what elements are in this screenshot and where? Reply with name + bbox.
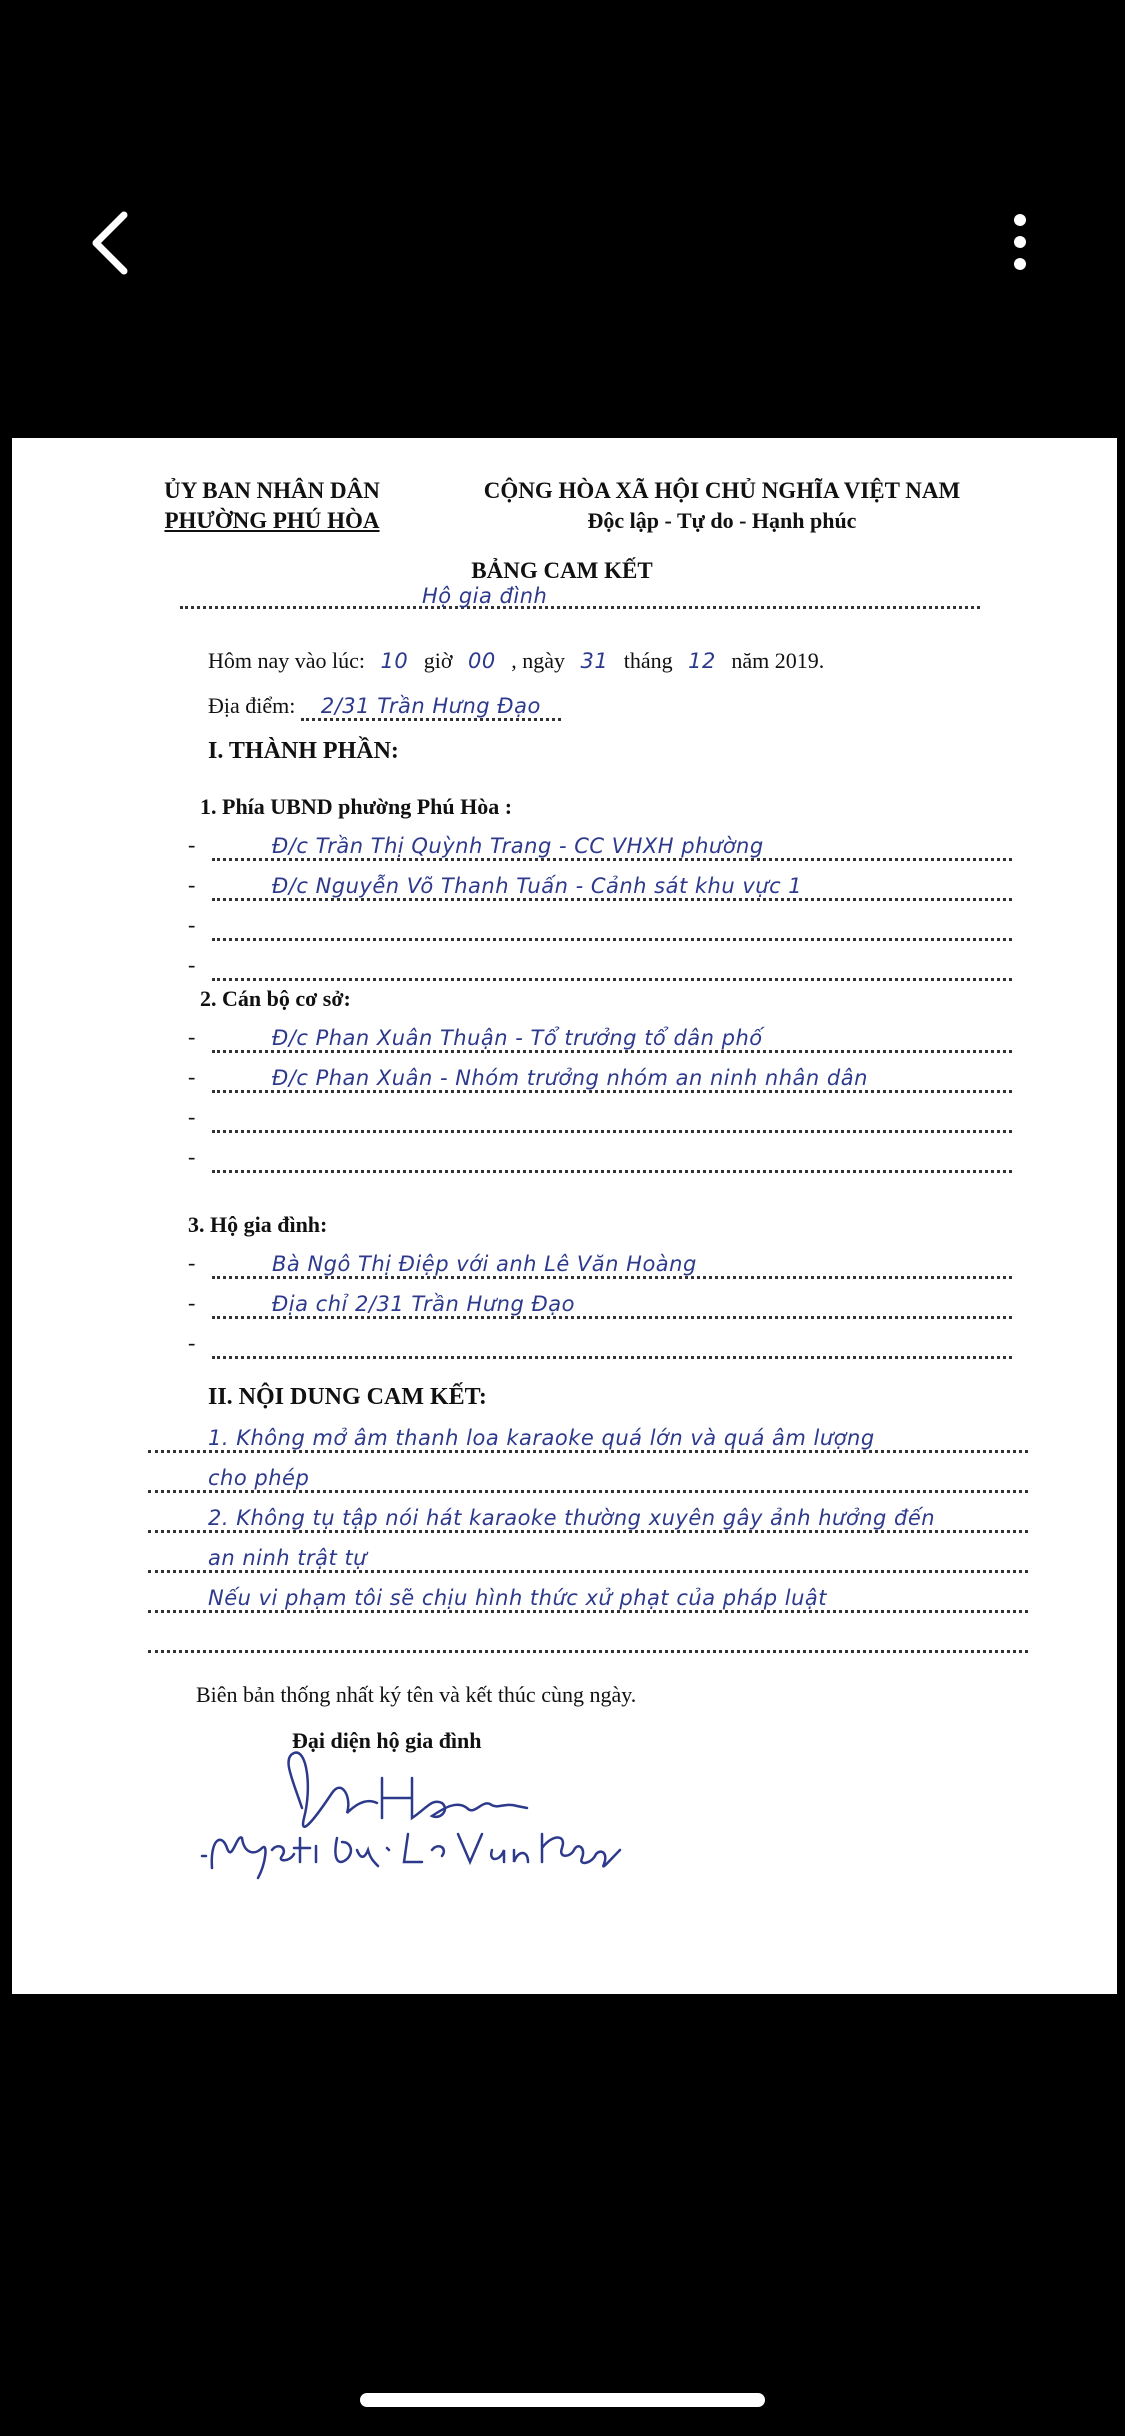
- part-3-row-entry: Địa chỉ 2/31 Trần Hưng Đạo: [272, 1292, 575, 1316]
- commitment-row-dotted-line: [148, 1450, 1028, 1453]
- part-1-row-dotted-line: [212, 898, 1012, 901]
- organization-heading: [142, 476, 402, 536]
- commitment-row-entry: cho phép: [208, 1466, 310, 1490]
- part-1-row-dotted-line: [212, 938, 1012, 941]
- commitment-row-entry: 2. Không tụ tập nói hát karaoke thường xuyên gây ảnh hưởng đến: [208, 1506, 936, 1530]
- commitment-row-dotted-line: [148, 1490, 1028, 1493]
- part-1-row-dash: -: [188, 952, 196, 977]
- part-2-row-dotted-line: [212, 1170, 1012, 1173]
- part-3-row-dash: -: [188, 1330, 196, 1355]
- nation-heading: [442, 476, 1002, 536]
- part-2-row-dash: -: [188, 1064, 196, 1089]
- place-line: Địa điểm: 2/31 Trần Hưng Đạo: [208, 693, 561, 719]
- section-2-heading: II. NỘI DUNG CAM KẾT:: [208, 1384, 487, 1410]
- part-2-row-dash: -: [188, 1024, 196, 1049]
- part-1-heading: 1. Phía UBND phường Phú Hòa :: [200, 794, 513, 819]
- app-top-bar: [0, 0, 1125, 440]
- org-line-1: ỦY BAN NHÂN DÂN: [164, 478, 380, 503]
- part-2-heading: 2. Cán bộ cơ sở:: [200, 986, 351, 1011]
- part-1-row-dotted-line: [212, 858, 1012, 861]
- commitment-row-dotted-line: [148, 1650, 1028, 1653]
- part-3-row-dotted-line: [212, 1356, 1012, 1359]
- handwritten-signature: [182, 1738, 642, 1888]
- document-image: [12, 438, 1117, 1994]
- closing-statement: Biên bản thống nhất ký tên và kết thúc cùng ngày.: [196, 1682, 637, 1707]
- part-3-row-entry: Bà Ngô Thị Điệp với anh Lê Văn Hoàng: [272, 1252, 697, 1276]
- commitment-row-dotted-line: [148, 1570, 1028, 1573]
- part-2-row-dotted-line: [212, 1090, 1012, 1093]
- part-3-row-dotted-line: [212, 1276, 1012, 1279]
- part-3-row-dash: -: [188, 1250, 196, 1275]
- part-1-row-dotted-line: [212, 978, 1012, 981]
- part-1-row-dash: -: [188, 832, 196, 857]
- part-1-row-dash: -: [188, 912, 196, 937]
- part-3-row-dotted-line: [212, 1316, 1012, 1319]
- org-line-2: PHƯỜNG PHÚ HÒA: [164, 508, 380, 533]
- commitment-row-entry: Nếu vi phạm tôi sẽ chịu hình thức xử phạt của pháp luật: [208, 1586, 827, 1610]
- part-1-row-entry: Đ/c Nguyễn Võ Thanh Tuấn - Cảnh sát khu vực 1: [272, 874, 803, 898]
- more-vertical-icon: [990, 210, 1050, 274]
- part-2-row-dash: -: [188, 1144, 196, 1169]
- section-1-heading: I. THÀNH PHẦN:: [208, 738, 399, 764]
- motto-line: Độc lập - Tự do - Hạnh phúc: [587, 508, 857, 533]
- part-2-row-dotted-line: [212, 1130, 1012, 1133]
- part-1-row-dash: -: [188, 872, 196, 897]
- part-2-row-dotted-line: [212, 1050, 1012, 1053]
- document-title: BẢNG CAM KẾT: [471, 558, 653, 583]
- subtitle-handwriting: Hộ gia đình: [422, 584, 548, 608]
- chevron-left-icon: [78, 205, 142, 281]
- commitment-row-dotted-line: [148, 1530, 1028, 1533]
- part-3-row-dash: -: [188, 1290, 196, 1315]
- subtitle-dots: [180, 606, 980, 609]
- home-indicator[interactable]: [360, 2393, 765, 2407]
- commitment-row-dotted-line: [148, 1610, 1028, 1613]
- more-options-button[interactable]: [990, 210, 1050, 274]
- commitment-row-entry: 1. Không mở âm thanh loa karaoke quá lớn và quá âm lượng: [208, 1426, 875, 1450]
- part-2-row-dash: -: [188, 1104, 196, 1129]
- nation-line-1: CỘNG HÒA XÃ HỘI CHỦ NGHĨA VIỆT NAM: [483, 478, 961, 503]
- part-3-heading: 3. Hộ gia đình:: [188, 1212, 328, 1237]
- back-button[interactable]: [78, 205, 142, 281]
- part-2-row-entry: Đ/c Phan Xuân Thuận - Tổ trưởng tổ dân phố: [272, 1026, 763, 1050]
- part-2-row-entry: Đ/c Phan Xuân - Nhóm trưởng nhóm an ninh nhân dân: [272, 1066, 868, 1090]
- commitment-row-entry: an ninh trật tự: [208, 1546, 367, 1570]
- representative-label: Đại diện hộ gia đình: [292, 1728, 482, 1753]
- time-line: Hôm nay vào lúc: 10 giờ 00 , ngày 31 tháng 12 năm 2019.: [208, 648, 825, 673]
- part-1-row-entry: Đ/c Trần Thị Quỳnh Trang - CC VHXH phường: [272, 834, 764, 858]
